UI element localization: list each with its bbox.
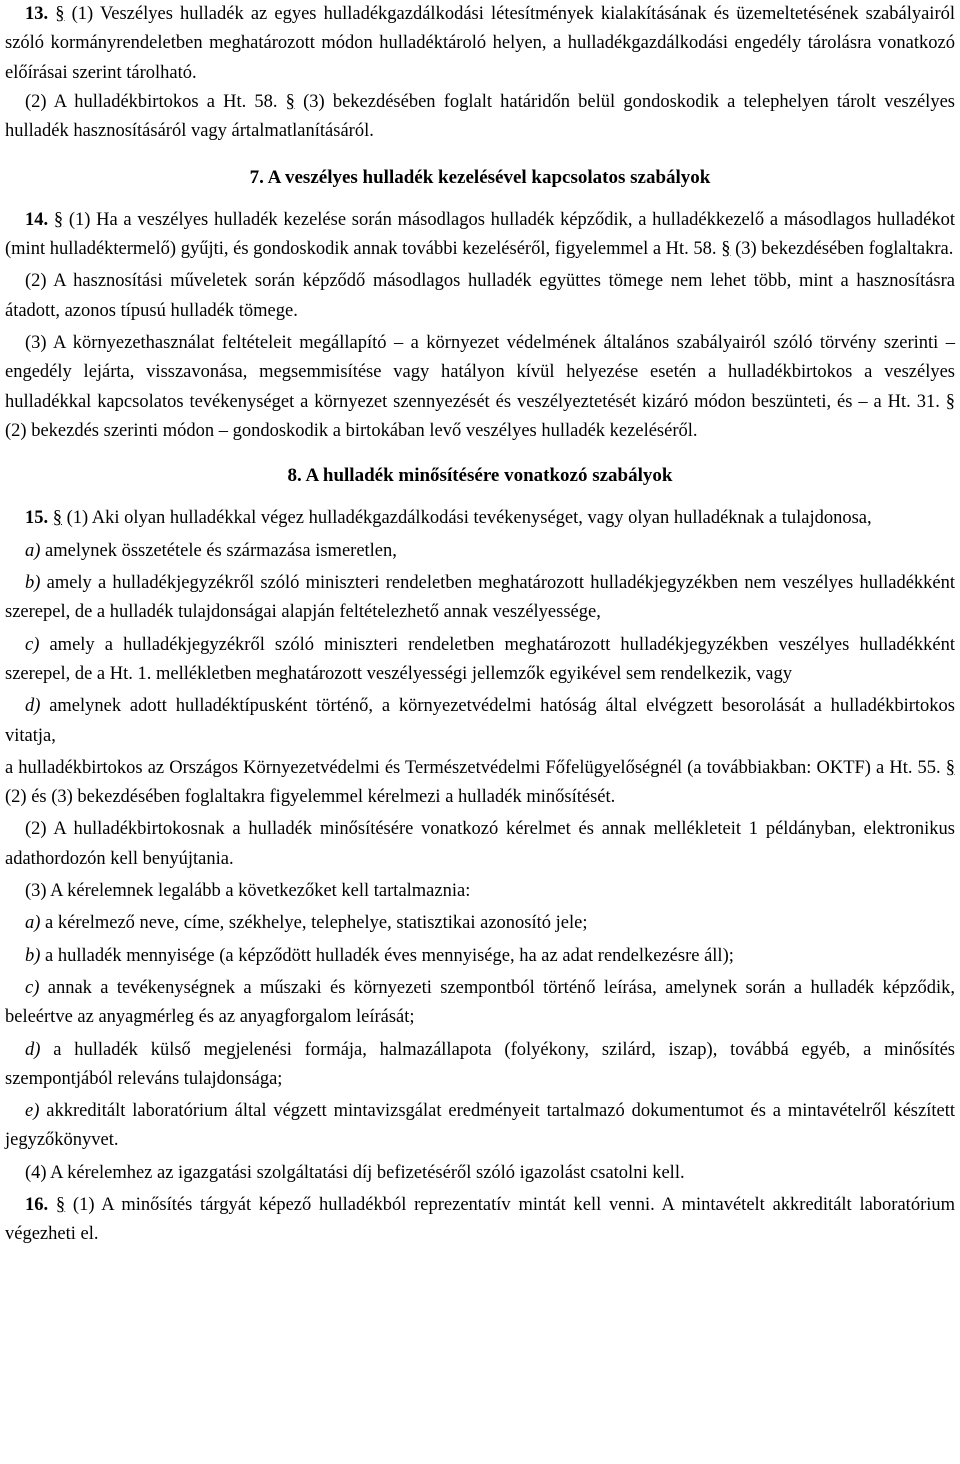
point-text: amelynek adott hulladéktípusként történő, a környezetvédelmi hatóság által elvégzett besorolását a hulladékbirtokos vitatja, (5, 696, 955, 746)
paragraph-text: a hulladékbirtokos az Országos Környezetvédelmi és Természetvédelmi Főfelügyelőségnél (a továbbiakban: OKTF) a Ht. 55. (5, 757, 946, 778)
point-letter: a) (25, 540, 41, 561)
point-a (5, 537, 955, 566)
paragraph-text: (3) A környezethasználat feltételeit megállapító – a környezet védelmének általános szabályairól szóló törvény szerinti – engedély lejárta, visszavonása, megsemmisítése vagy hatályon kívül helyezése esetén a hulladékbirtokos a veszélyes hulladékkal kapcsolatos tevékenységet a környezet szennyezését és veszélyeztetését kizáró módon beszünteti, és – a Ht. 31. (5, 332, 955, 412)
point-letter: d) (25, 1039, 41, 1060)
point-text: amelynek összetétele és származása ismeretlen, (40, 540, 397, 561)
point-letter: a) (25, 913, 41, 934)
section-sign[interactable]: § (52, 508, 62, 529)
paragraph-text: (1) Ha a veszélyes hulladék kezelése során másodlagos hulladék képződik, a hulladékkezelő a másodlagos hulladékot (mint hulladéktermelő) gyűjti, és gondoskodik annak további kezeléséről, figyelemmel a Ht. 58. (5, 209, 955, 260)
point-text: annak a tevékenységnek a műszaki és környezeti szempontból történő leírása, amelynek során a hulladék képződik, beleértve az anyagmérleg és az anyagforgalom leírását; (5, 977, 955, 1028)
document-page (5, 0, 955, 1250)
paragraph-13-1 (5, 0, 955, 88)
section-number: 14. (25, 209, 49, 230)
paragraph-14-3 (5, 329, 955, 446)
point-c (5, 631, 955, 690)
paragraph-15-1 (5, 504, 955, 533)
point-c (5, 974, 955, 1033)
point-letter: b) (25, 573, 41, 594)
point-text: a kérelmező neve, címe, székhelye, telephelye, statisztikai azonosító jele; (40, 913, 588, 934)
paragraph-13-2 (5, 88, 955, 147)
point-letter: b) (25, 945, 41, 966)
paragraph-14-1 (5, 206, 955, 265)
point-letter: d) (25, 696, 41, 717)
point-d (5, 692, 955, 751)
section-number: 16. (25, 1194, 49, 1215)
point-b (5, 569, 955, 628)
paragraph-15-1-closing (5, 754, 955, 813)
paragraph-15-4: (4) A kérelemhez az igazgatási szolgáltatási díj befizetéséről szóló igazolást csatolni kell. (25, 1162, 685, 1183)
section-number: 15. (25, 508, 49, 529)
paragraph-text: (1) A minősítés tárgyát képező hulladékból reprezentatív mintát kell venni. A mintavételt akkreditált laboratórium végezheti el. (5, 1194, 956, 1245)
paragraph-15-3: (3) A kérelemnek legalább a következőket kell tartalmaznia: (25, 881, 471, 902)
section-sign[interactable]: § (945, 391, 955, 412)
point-text: amely a hulladékjegyzékről szóló miniszteri rendeletben meghatározott hulladékjegyzékben veszélyes hulladékként szerepel, de a Ht. 1. mellékletben meghatározott veszélyességi jellemzők egyikével sem rendelkezik, vagy (5, 634, 955, 684)
paragraph-text: (1) Veszélyes hulladék az egyes hulladékgazdálkodási létesítmények kialakításának és üzemeltetésének szabályairól szóló kormányrendeletben meghatározott módon hulladéktároló helyen, a hulladékgazdálkodási engedély tárolásra vonatkozó előírásai szerint tárolható. (5, 4, 956, 83)
point-b (5, 942, 955, 971)
chapter-heading-8: 8. A hulladék minősítésére vonatkozó szabályok (287, 465, 673, 487)
point-d (5, 1036, 955, 1095)
paragraph-14-2: (2) A hasznosítási műveletek során képződő másodlagos hulladék együttes tömege nem lehet több, mint a hasznosításra átadott, azonos típusú hulladék tömege. (5, 271, 955, 321)
paragraph-text: (2) bekezdés szerinti módon – gondoskodik a birtokában levő veszélyes hulladék kezeléséről. (5, 420, 698, 441)
point-text: a hulladék külső megjelenési formája, halmazállapota (folyékony, szilárd, iszap), továbbá egyéb, a minősítés szempontjából releváns tulajdonsága; (5, 1039, 955, 1089)
chapter-heading-7: 7. A veszélyes hulladék kezelésével kapcsolatos szabályok (249, 167, 711, 189)
point-text: a hulladék mennyisége (a képződött hulladék éves mennyisége, ha az adat rendelkezésre áll); (40, 945, 734, 966)
paragraph-text: (1) Aki olyan hulladékkal végez hulladékgazdálkodási tevékenységet, vagy olyan hulladéknak a tulajdonosa, (62, 508, 872, 529)
section-sign[interactable]: § (285, 91, 295, 112)
section-sign[interactable]: § (945, 757, 955, 778)
point-text: akkreditált laboratórium által végzett mintavizsgálat eredményeit tartalmazó dokumentumot és a mintavételről készített jegyzőkönyvet. (5, 1101, 955, 1151)
point-a (5, 909, 955, 938)
point-letter: e) (25, 1101, 40, 1122)
paragraph-text: (2) és (3) bekezdésében foglaltakra figyelemmel kérelmezi a hulladék minősítését. (5, 787, 616, 808)
paragraph-text: (3) bekezdésében foglalt határidőn belül gondoskodik a telephelyen tárolt veszélyes hulladék hasznosításáról vagy ártalmatlanításáról. (5, 91, 955, 142)
paragraph-text: (2) A hulladékbirtokos a Ht. 58. (25, 91, 286, 112)
section-sign[interactable]: § (55, 4, 65, 24)
section-number: 13. (25, 4, 49, 24)
point-letter: c) (25, 977, 40, 998)
section-sign[interactable]: § (721, 239, 731, 260)
section-sign[interactable]: § (53, 209, 64, 230)
paragraph-text: (3) bekezdésében foglaltakra. (730, 239, 954, 260)
section-sign[interactable]: § (55, 1194, 66, 1215)
point-e (5, 1097, 955, 1156)
paragraph-15-2: (2) A hulladékbirtokosnak a hulladék minősítésére vonatkozó kérelmet és annak mellékleteit 1 példányban, elektronikus adathordozón kell benyújtania. (5, 819, 955, 869)
paragraph-16-1 (5, 1191, 955, 1250)
point-text: amely a hulladékjegyzékről szóló miniszteri rendeletben meghatározott hulladékjegyzékben nem veszélyes hulladékként szerepel, de a hulladék tulajdonságai alapján feltételezhető annak veszélyessége, (5, 573, 955, 623)
point-letter: c) (25, 634, 40, 655)
